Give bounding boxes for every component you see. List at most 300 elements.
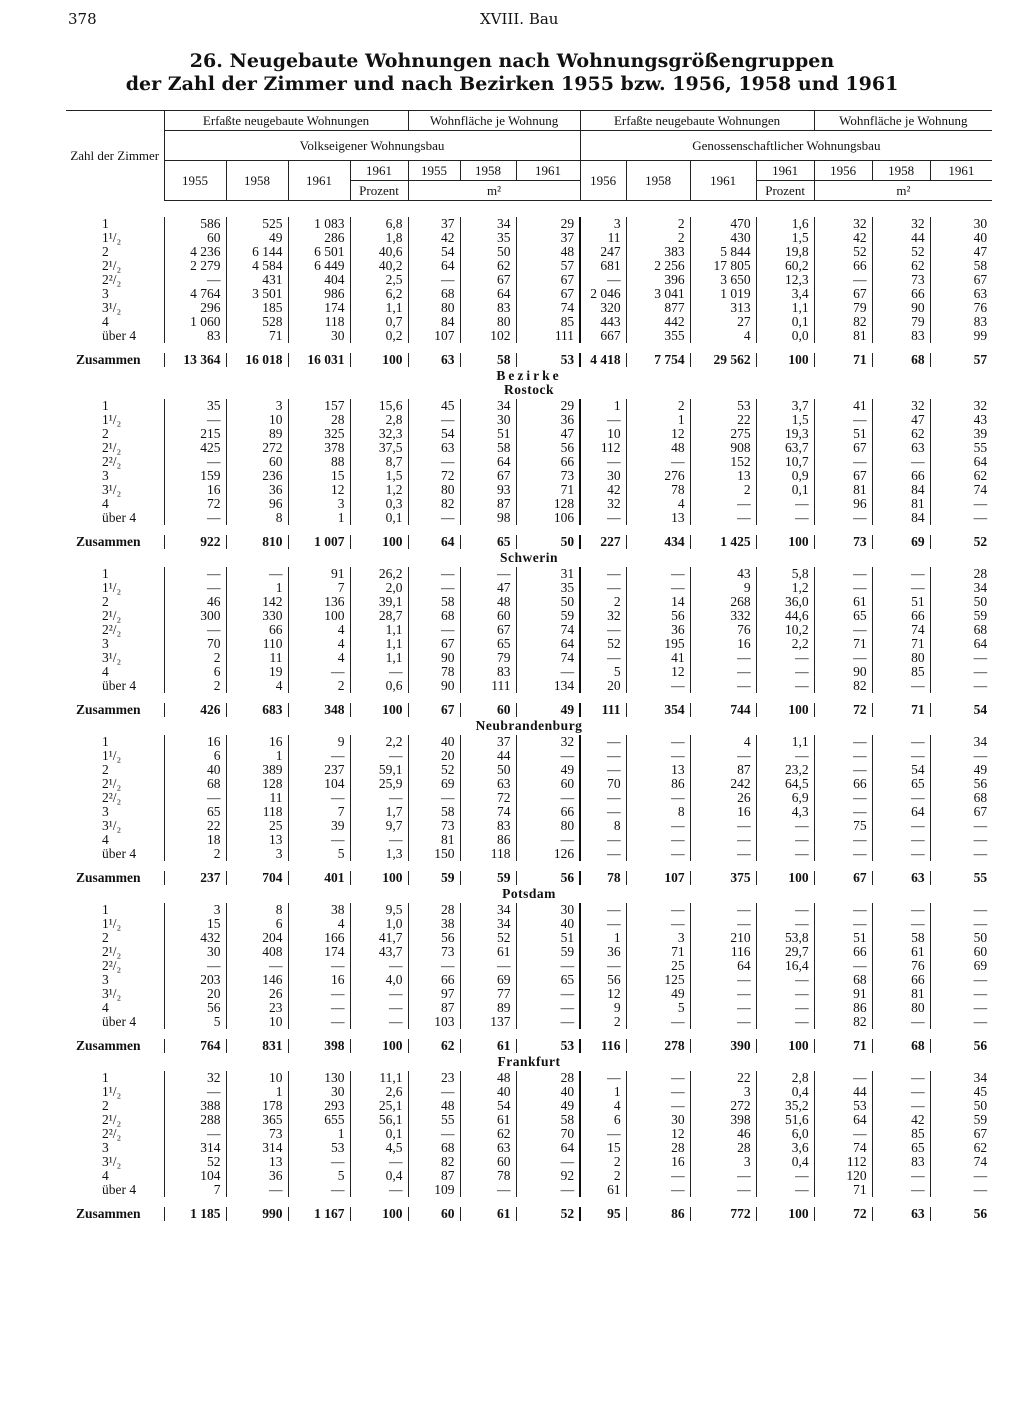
table-cell: 59 bbox=[930, 609, 992, 623]
table-cell: — bbox=[930, 679, 992, 693]
table-cell: 8 bbox=[626, 805, 690, 819]
header-genossenschaftlicher: Genossenschaftlicher Wohnungsbau bbox=[580, 131, 992, 161]
table-cell: 28 bbox=[690, 1141, 756, 1155]
table-cell: 89 bbox=[460, 1001, 516, 1015]
table-cell: 64 bbox=[814, 1113, 872, 1127]
table-cell: 47 bbox=[516, 427, 580, 441]
total-cell: 744 bbox=[690, 703, 756, 717]
table-cell: 96 bbox=[226, 497, 288, 511]
table-cell: 71 bbox=[872, 637, 930, 651]
row-label: 1 bbox=[102, 567, 109, 581]
total-cell: 52 bbox=[516, 1207, 580, 1221]
table-cell: 62 bbox=[872, 427, 930, 441]
total-cell: 29 562 bbox=[690, 353, 756, 367]
table-cell: 67 bbox=[814, 469, 872, 483]
table-row bbox=[66, 427, 992, 441]
table-cell: 40 bbox=[516, 917, 580, 931]
total-cell: 100 bbox=[350, 703, 408, 717]
table-cell: — bbox=[872, 679, 930, 693]
table-cell: 47 bbox=[460, 581, 516, 595]
table-cell: — bbox=[580, 917, 626, 931]
table-cell: 66 bbox=[872, 469, 930, 483]
table-cell: 4 584 bbox=[226, 259, 288, 273]
table-cell: — bbox=[626, 847, 690, 861]
table-cell: 56 bbox=[408, 931, 460, 945]
table-cell: 20 bbox=[164, 987, 226, 1001]
table-cell: 52 bbox=[814, 245, 872, 259]
table-cell: 3 bbox=[288, 497, 350, 511]
row-label: 4 bbox=[102, 665, 109, 679]
table-cell: 40 bbox=[460, 1085, 516, 1099]
table-cell: 2 bbox=[164, 847, 226, 861]
data-table bbox=[66, 110, 992, 1221]
table-cell: — bbox=[690, 903, 756, 917]
table-cell: 7 bbox=[288, 805, 350, 819]
table-cell: 28 bbox=[626, 1141, 690, 1155]
total-cell: 59 bbox=[408, 871, 460, 885]
total-cell: 354 bbox=[626, 703, 690, 717]
table-cell: 128 bbox=[516, 497, 580, 511]
table-cell: 130 bbox=[288, 1071, 350, 1085]
table-cell: 29 bbox=[516, 399, 580, 413]
table-cell: 12 bbox=[626, 1127, 690, 1141]
table-cell: — bbox=[288, 749, 350, 763]
table-row bbox=[66, 623, 992, 637]
table-cell: — bbox=[756, 903, 814, 917]
table-cell: 65 bbox=[460, 637, 516, 651]
table-cell: 15 bbox=[288, 469, 350, 483]
table-row bbox=[66, 1085, 992, 1099]
table-cell: — bbox=[350, 791, 408, 805]
table-cell: 69 bbox=[408, 777, 460, 791]
table-cell: 12 bbox=[580, 987, 626, 1001]
table-cell: 6 bbox=[580, 1113, 626, 1127]
total-cell: 237 bbox=[164, 871, 226, 885]
table-row bbox=[66, 595, 992, 609]
total-cell: 348 bbox=[288, 703, 350, 717]
table-cell: — bbox=[626, 1085, 690, 1099]
total-cell: 71 bbox=[872, 703, 930, 717]
table-cell: 152 bbox=[690, 455, 756, 469]
table-cell: — bbox=[930, 665, 992, 679]
total-cell: 71 bbox=[814, 1039, 872, 1053]
table-cell: — bbox=[164, 567, 226, 581]
table-cell: 60 bbox=[930, 945, 992, 959]
table-cell: 53 bbox=[814, 1099, 872, 1113]
row-label: 2¹/₂ bbox=[102, 945, 122, 959]
table-cell: 78 bbox=[460, 1169, 516, 1183]
table-cell: 54 bbox=[872, 763, 930, 777]
table-row bbox=[66, 1141, 992, 1155]
table-cell: 79 bbox=[814, 301, 872, 315]
table-cell: 61 bbox=[580, 1183, 626, 1197]
table-cell: 272 bbox=[690, 1099, 756, 1113]
table-cell: 64 bbox=[872, 805, 930, 819]
table-cell: 1,2 bbox=[350, 483, 408, 497]
table-row bbox=[66, 679, 992, 693]
table-cell: — bbox=[516, 1015, 580, 1029]
row-label: über 4 bbox=[102, 1015, 137, 1029]
table-cell: 87 bbox=[460, 497, 516, 511]
spacer-cell bbox=[66, 693, 992, 703]
table-cell: 4 764 bbox=[164, 287, 226, 301]
table-cell: 64 bbox=[690, 959, 756, 973]
table-cell: 37,5 bbox=[350, 441, 408, 455]
table-cell: 185 bbox=[226, 301, 288, 315]
table-cell: 18 bbox=[164, 833, 226, 847]
table-cell: 80 bbox=[408, 301, 460, 315]
table-cell: 78 bbox=[626, 483, 690, 497]
total-cell: 69 bbox=[872, 535, 930, 549]
table-title bbox=[0, 50, 1024, 96]
table-cell: 98 bbox=[460, 511, 516, 525]
table-cell: 53 bbox=[690, 399, 756, 413]
table-cell: 64 bbox=[516, 637, 580, 651]
table-cell: 126 bbox=[516, 847, 580, 861]
table-cell: 103 bbox=[408, 1015, 460, 1029]
table-cell: 118 bbox=[288, 315, 350, 329]
table-cell: 1,5 bbox=[756, 413, 814, 427]
row-label: 2 bbox=[102, 763, 109, 777]
table-cell: 6 bbox=[164, 665, 226, 679]
total-cell: 401 bbox=[288, 871, 350, 885]
table-cell: — bbox=[226, 567, 288, 581]
table-cell: 90 bbox=[814, 665, 872, 679]
table-cell: 11 bbox=[226, 651, 288, 665]
table-cell: 6 449 bbox=[288, 259, 350, 273]
table-cell: 35 bbox=[164, 399, 226, 413]
table-cell: 44 bbox=[872, 231, 930, 245]
total-cell: 7 754 bbox=[626, 353, 690, 367]
table-cell: 83 bbox=[930, 315, 992, 329]
table-cell: 2 bbox=[164, 651, 226, 665]
spacer-row bbox=[66, 1197, 992, 1207]
table-cell: 56 bbox=[516, 441, 580, 455]
table-cell: — bbox=[872, 791, 930, 805]
table-cell: 27 bbox=[690, 315, 756, 329]
table-cell: 2,2 bbox=[350, 735, 408, 749]
table-cell: — bbox=[626, 833, 690, 847]
table-cell: 64 bbox=[408, 259, 460, 273]
row-label: 2 bbox=[102, 427, 109, 441]
total-cell: 434 bbox=[626, 535, 690, 549]
table-cell: 7 bbox=[164, 1183, 226, 1197]
total-cell: 100 bbox=[756, 535, 814, 549]
region-heading-row bbox=[66, 549, 992, 567]
region-heading-row bbox=[66, 885, 992, 903]
table-cell: 23 bbox=[226, 1001, 288, 1015]
table-cell: 12,3 bbox=[756, 273, 814, 287]
table-row bbox=[66, 959, 992, 973]
table-cell: 1,5 bbox=[350, 469, 408, 483]
table-cell: 11 bbox=[580, 231, 626, 245]
table-cell: — bbox=[930, 833, 992, 847]
table-cell: 275 bbox=[690, 427, 756, 441]
total-cell: 100 bbox=[350, 1207, 408, 1221]
table-cell: 2 bbox=[580, 595, 626, 609]
table-cell: 4 bbox=[580, 1099, 626, 1113]
table-cell: 408 bbox=[226, 945, 288, 959]
table-row bbox=[66, 1099, 992, 1113]
table-cell: 26,2 bbox=[350, 567, 408, 581]
row-label: 3 bbox=[102, 805, 109, 819]
table-cell: 6 bbox=[226, 917, 288, 931]
table-cell: 66 bbox=[516, 455, 580, 469]
table-cell: — bbox=[408, 511, 460, 525]
region-heading bbox=[66, 717, 992, 735]
table-cell: 237 bbox=[288, 763, 350, 777]
table-cell: 92 bbox=[516, 1169, 580, 1183]
table-cell: 80 bbox=[872, 651, 930, 665]
table-cell: 1,1 bbox=[756, 735, 814, 749]
table-cell: 72 bbox=[460, 791, 516, 805]
table-cell: 109 bbox=[408, 1183, 460, 1197]
table-cell: — bbox=[814, 763, 872, 777]
total-cell: 100 bbox=[756, 1207, 814, 1221]
row-label: 1¹/₂ bbox=[102, 749, 122, 763]
table-cell: 3 650 bbox=[690, 273, 756, 287]
table-cell: 82 bbox=[408, 1155, 460, 1169]
total-cell: 100 bbox=[756, 703, 814, 717]
table-cell: 1 083 bbox=[288, 217, 350, 231]
table-cell: 425 bbox=[164, 441, 226, 455]
table-cell: 6 144 bbox=[226, 245, 288, 259]
table-cell: — bbox=[690, 1001, 756, 1015]
table-cell: 1 bbox=[226, 749, 288, 763]
row-label: 3 bbox=[102, 637, 109, 651]
table-cell: 90 bbox=[872, 301, 930, 315]
table-cell: 91 bbox=[288, 567, 350, 581]
total-cell: 227 bbox=[580, 535, 626, 549]
table-cell: 13 bbox=[226, 1155, 288, 1169]
total-cell: 375 bbox=[690, 871, 756, 885]
table-cell: 67 bbox=[460, 273, 516, 287]
table-cell: — bbox=[756, 511, 814, 525]
table-cell: 0,1 bbox=[756, 483, 814, 497]
table-cell: 85 bbox=[872, 665, 930, 679]
table-cell: — bbox=[930, 903, 992, 917]
table-cell: 1,1 bbox=[756, 301, 814, 315]
table-cell: — bbox=[408, 455, 460, 469]
table-cell: 30 bbox=[288, 329, 350, 343]
table-cell: — bbox=[626, 679, 690, 693]
table-cell: 5 bbox=[288, 1169, 350, 1183]
table-row bbox=[66, 287, 992, 301]
table-cell: 56 bbox=[626, 609, 690, 623]
table-cell: 111 bbox=[460, 679, 516, 693]
table-cell: 73 bbox=[226, 1127, 288, 1141]
table-cell: 106 bbox=[516, 511, 580, 525]
table-cell: 3 bbox=[690, 1085, 756, 1099]
table-cell: 49 bbox=[930, 763, 992, 777]
table-cell: 44 bbox=[460, 749, 516, 763]
total-cell: 100 bbox=[350, 353, 408, 367]
table-cell: 35 bbox=[460, 231, 516, 245]
total-row bbox=[66, 1207, 992, 1221]
total-cell: 58 bbox=[460, 353, 516, 367]
total-cell: 59 bbox=[460, 871, 516, 885]
row-label: 1 bbox=[102, 217, 109, 231]
col-1958-gen: 1958 bbox=[626, 161, 690, 201]
table-cell: 68 bbox=[930, 791, 992, 805]
table-cell: 174 bbox=[288, 945, 350, 959]
table-cell: 88 bbox=[288, 455, 350, 469]
table-cell: 30 bbox=[580, 469, 626, 483]
col-1955-m2-vol: 1955 bbox=[408, 161, 460, 181]
table-cell: — bbox=[288, 959, 350, 973]
table-cell: — bbox=[814, 651, 872, 665]
table-cell: — bbox=[690, 973, 756, 987]
table-row bbox=[66, 1015, 992, 1029]
table-cell: 30 bbox=[516, 903, 580, 917]
header-wohnflaeche-volkseigen: Wohnfläche je Wohnung bbox=[408, 111, 580, 131]
table-cell: — bbox=[408, 273, 460, 287]
table-cell: 43 bbox=[690, 567, 756, 581]
table-cell: — bbox=[626, 567, 690, 581]
table-row bbox=[66, 1127, 992, 1141]
region-heading bbox=[66, 549, 992, 567]
table-cell: — bbox=[626, 903, 690, 917]
table-row bbox=[66, 497, 992, 511]
table-cell: 681 bbox=[580, 259, 626, 273]
table-cell: 76 bbox=[930, 301, 992, 315]
table-cell: 1 060 bbox=[164, 315, 226, 329]
table-cell: 112 bbox=[580, 441, 626, 455]
total-label: Zusammen bbox=[76, 703, 141, 717]
table-row bbox=[66, 945, 992, 959]
table-row bbox=[66, 609, 992, 623]
table-cell: 61 bbox=[460, 1113, 516, 1127]
table-cell: 51 bbox=[814, 931, 872, 945]
table-cell: 13 bbox=[690, 469, 756, 483]
table-cell: 16 bbox=[226, 735, 288, 749]
region-heading-row bbox=[66, 1053, 992, 1071]
table-cell: 30 bbox=[288, 1085, 350, 1099]
table-cell: 112 bbox=[814, 1155, 872, 1169]
table-cell: 67 bbox=[930, 805, 992, 819]
row-label: 3 bbox=[102, 469, 109, 483]
table-cell: 71 bbox=[814, 1183, 872, 1197]
table-cell: 16 bbox=[164, 483, 226, 497]
table-cell: 42 bbox=[814, 231, 872, 245]
table-cell: 52 bbox=[460, 931, 516, 945]
total-cell: 922 bbox=[164, 535, 226, 549]
total-cell: 64 bbox=[408, 535, 460, 549]
table-cell: — bbox=[460, 959, 516, 973]
table-cell: — bbox=[460, 1183, 516, 1197]
table-cell: — bbox=[516, 959, 580, 973]
table-cell: — bbox=[350, 1183, 408, 1197]
table-cell: 314 bbox=[226, 1141, 288, 1155]
table-cell: 15,6 bbox=[350, 399, 408, 413]
table-cell: 2,0 bbox=[350, 581, 408, 595]
table-cell: 16 bbox=[164, 735, 226, 749]
table-cell: — bbox=[408, 567, 460, 581]
table-cell: 89 bbox=[226, 427, 288, 441]
page-number: 378 bbox=[68, 10, 97, 28]
table-cell: 16 bbox=[626, 1155, 690, 1169]
table-cell: 34 bbox=[460, 217, 516, 231]
table-cell: 84 bbox=[408, 315, 460, 329]
table-cell: 34 bbox=[460, 917, 516, 931]
table-cell: 66 bbox=[814, 945, 872, 959]
table-row bbox=[66, 805, 992, 819]
total-cell: 100 bbox=[350, 871, 408, 885]
table-cell: 1 bbox=[580, 1085, 626, 1099]
table-cell: 20 bbox=[580, 679, 626, 693]
table-cell: 84 bbox=[872, 483, 930, 497]
table-cell: 28 bbox=[288, 413, 350, 427]
table-cell: — bbox=[350, 959, 408, 973]
table-cell: 50 bbox=[460, 763, 516, 777]
table-cell: — bbox=[930, 1001, 992, 1015]
total-cell: 116 bbox=[580, 1039, 626, 1053]
table-cell: 0,2 bbox=[350, 329, 408, 343]
table-row bbox=[66, 987, 992, 1001]
table-cell: 38 bbox=[288, 903, 350, 917]
table-cell: 178 bbox=[226, 1099, 288, 1113]
table-cell: 52 bbox=[164, 1155, 226, 1169]
table-cell: 0,1 bbox=[756, 315, 814, 329]
table-cell: — bbox=[288, 1015, 350, 1029]
total-cell: 68 bbox=[872, 353, 930, 367]
table-cell: 67 bbox=[460, 623, 516, 637]
total-cell: 1 007 bbox=[288, 535, 350, 549]
table-cell: — bbox=[872, 1085, 930, 1099]
table-cell: 443 bbox=[580, 315, 626, 329]
total-cell: 67 bbox=[408, 703, 460, 717]
row-label: 4 bbox=[102, 497, 109, 511]
row-label: 2²/₂ bbox=[102, 455, 122, 469]
table-cell: 81 bbox=[408, 833, 460, 847]
total-cell: 65 bbox=[460, 535, 516, 549]
table-cell: 70 bbox=[580, 777, 626, 791]
row-label: 1¹/₂ bbox=[102, 231, 122, 245]
table-cell: 70 bbox=[516, 1127, 580, 1141]
table-cell: 276 bbox=[626, 469, 690, 483]
row-label: 1 bbox=[102, 735, 109, 749]
table-cell: 2 279 bbox=[164, 259, 226, 273]
total-cell: 61 bbox=[460, 1039, 516, 1053]
table-cell: 1 bbox=[580, 399, 626, 413]
table-cell: 63 bbox=[872, 441, 930, 455]
table-cell: — bbox=[580, 413, 626, 427]
table-cell: — bbox=[930, 847, 992, 861]
spacer-row bbox=[66, 693, 992, 703]
table-cell: 4 bbox=[288, 917, 350, 931]
table-cell: 68 bbox=[408, 287, 460, 301]
row-label: 3¹/₂ bbox=[102, 819, 122, 833]
col-1961-m2-vol: 1961 bbox=[516, 161, 580, 181]
table-cell: 1,3 bbox=[350, 847, 408, 861]
table-row bbox=[66, 259, 992, 273]
table-cell: 64,5 bbox=[756, 777, 814, 791]
row-label: 3¹/₂ bbox=[102, 301, 122, 315]
table-cell: 58 bbox=[516, 1113, 580, 1127]
table-cell: — bbox=[814, 623, 872, 637]
table-cell: 29 bbox=[516, 217, 580, 231]
table-cell: 83 bbox=[460, 301, 516, 315]
table-cell: — bbox=[690, 679, 756, 693]
total-cell: 61 bbox=[460, 1207, 516, 1221]
table-cell: — bbox=[580, 791, 626, 805]
table-cell: 74 bbox=[814, 1141, 872, 1155]
table-cell: 55 bbox=[408, 1113, 460, 1127]
table-cell: 2 bbox=[580, 1015, 626, 1029]
table-cell: 157 bbox=[288, 399, 350, 413]
table-cell: 2 bbox=[288, 679, 350, 693]
table-cell: — bbox=[756, 917, 814, 931]
